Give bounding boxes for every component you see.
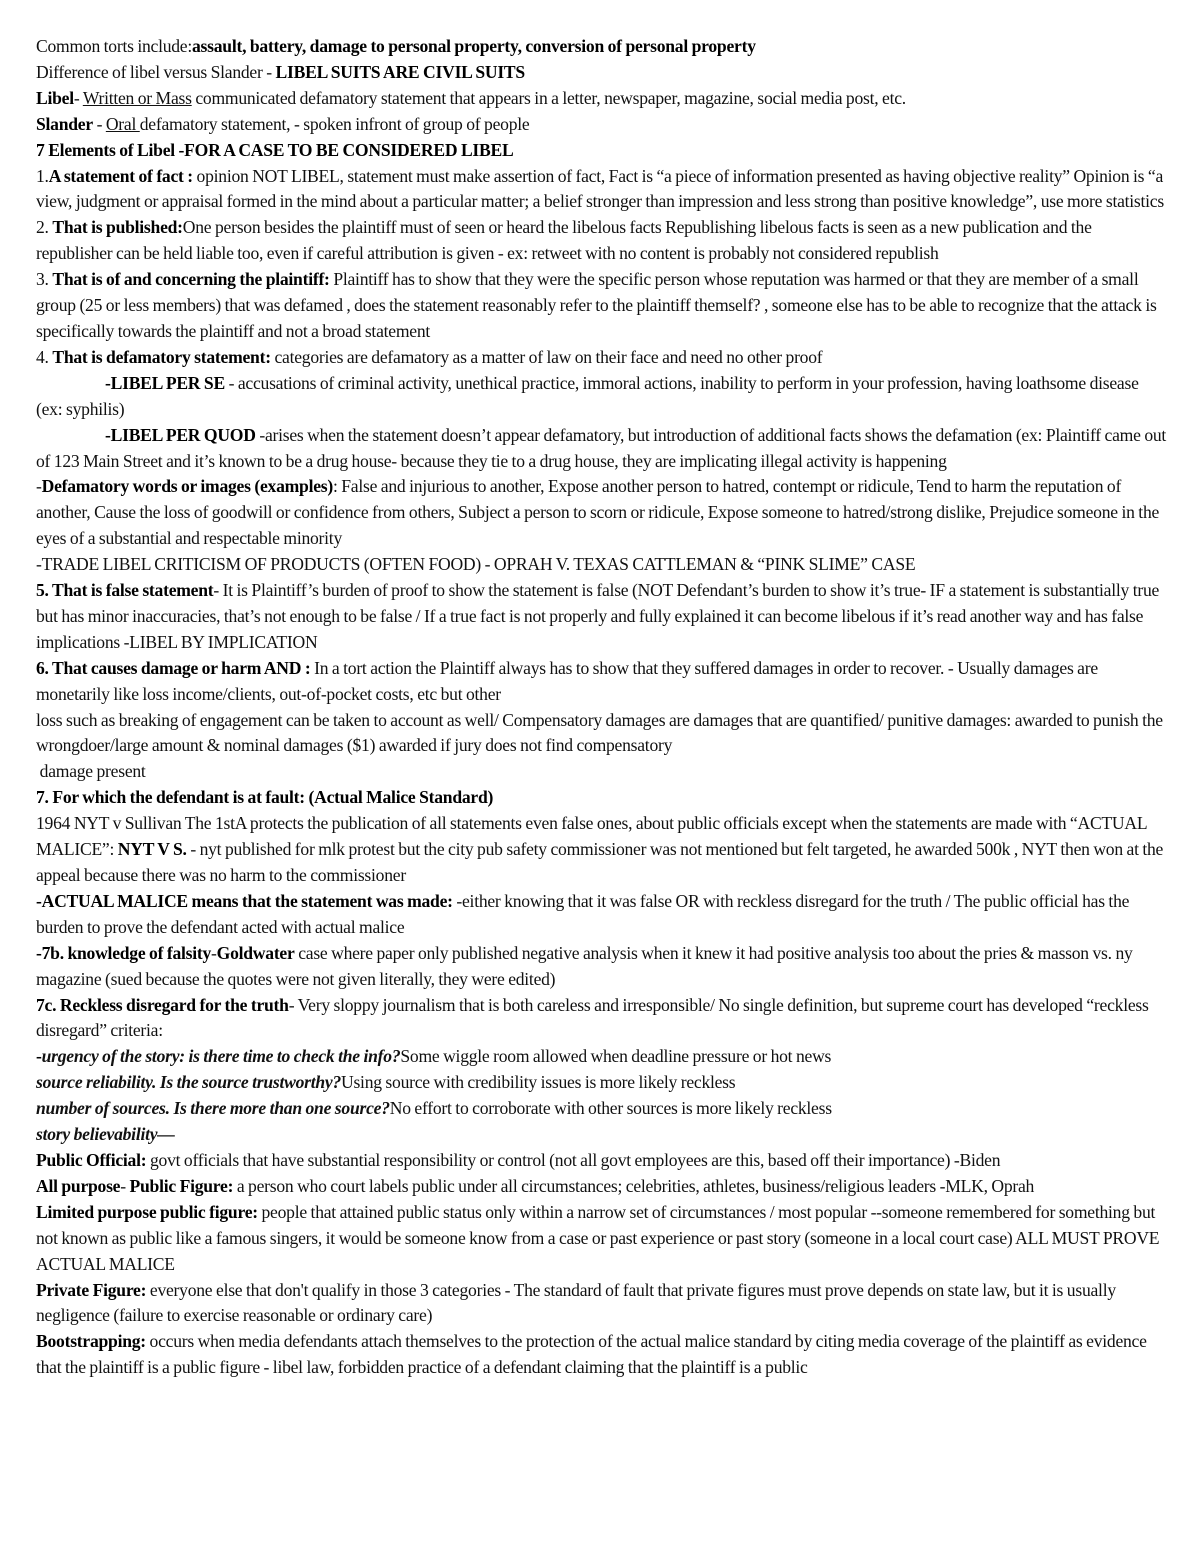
element-5 [36, 578, 1168, 656]
text-segment: communicated defamatory statement that appears in a letter, newspaper, magazine, social media post, etc. [191, 87, 906, 108]
text-segment: - It is Plaintiff’s burden of proof to show the statement is false (NOT Defendant’s burden to show it’s true- IF a statement is substantially true but has minor inaccuracies, that’s not enough to be false / If a true fact is not properly and fully explained it can become libelous if it’s read another way and has false implications -LIBEL BY IMPLICATION [36, 580, 1160, 652]
text-segment: Common torts include: [36, 36, 192, 56]
text-segment: -arises when the statement doesn’t appear defamatory, but introduction of additional facts shows the defamation (ex: Plaintiff came out of 123 Main Street and it’s known to be a drug house- because they tie to a drug house, they are implicating illegal activity is happening [36, 424, 1167, 471]
libel-definition [36, 86, 1168, 112]
bold-text: LIBEL SUITS ARE CIVIL SUITS [275, 61, 525, 82]
element-7b [36, 941, 1168, 993]
text-segment: - [92, 113, 106, 134]
indent-spacer [36, 373, 105, 393]
bold-text: A statement of fact : [48, 165, 193, 186]
bold-text: 6. That causes damage or harm AND : [36, 657, 311, 678]
bold-text: That is defamatory statement: [52, 346, 271, 367]
text-segment: occurs when media defendants attach themselves to the protection of the actual malice standard by citing media coverage of the plaintiff as evidence that the plaintiff is a public figure - libel law, forbidden practice of a defendant claiming that the plaintiff is a public [36, 1331, 1147, 1378]
text-segment: - [120, 1175, 130, 1196]
criteria-number-of-sources [36, 1096, 1168, 1122]
text-segment: 2. [36, 217, 53, 238]
bold-text: -LIBEL PER SE [105, 372, 225, 393]
defamatory-words [36, 474, 1168, 552]
text-segment: 1. [36, 165, 49, 186]
bold-text: Public Figure: [129, 1175, 234, 1196]
text-segment: 4. [36, 346, 53, 367]
bold-text: - [36, 1046, 42, 1067]
nyt-v-sullivan [36, 811, 1168, 889]
bold-text: Libel [36, 87, 74, 108]
bold-text: 7 Elements of Libel -FOR A CASE TO BE CONSIDERED LIBEL [36, 139, 514, 160]
text-segment: - [73, 87, 83, 108]
text-segment: 1964 NYT v Sullivan The 1stA protects the publication of all statements even false ones, about public officials except when the statements are made with “ACTUAL MALICE”: [36, 813, 1147, 860]
text-segment: One person besides the plaintiff must of seen or heard the libelous facts Republishing libelous facts is seen as a new publication and the republisher can be held liable too, even if careful attribution is given - ex: retweet with no content is probably not considered republish [36, 217, 1092, 264]
bold-text: Bootstrapping: [36, 1331, 146, 1352]
text-segment: - [211, 942, 217, 963]
text-segment: - [36, 476, 42, 497]
bold-italic-text: urgency of the story: is there time to check the info? [41, 1046, 401, 1067]
element-2 [36, 215, 1168, 267]
limited-purpose-public-figure [36, 1200, 1168, 1278]
libel-vs-slander-line [36, 60, 1168, 86]
bold-text: Defamatory words or images (examples) [41, 476, 333, 497]
element-6 [36, 656, 1168, 708]
bold-text: That is published: [52, 217, 183, 238]
bold-text: NYT V S. [117, 839, 187, 860]
bold-text: -LIBEL PER QUOD [105, 424, 256, 445]
bold-text: Public Official: [36, 1149, 147, 1170]
text-segment: No effort to corroborate with other sources is more likely reckless [389, 1098, 832, 1119]
public-official [36, 1148, 1168, 1174]
text-segment: a person who court labels public under all circumstances; celebrities, athletes, business/religious leaders -MLK, Oprah [233, 1175, 1035, 1196]
text-segment: 3. [36, 269, 53, 290]
libel-per-quod [36, 423, 1168, 475]
common-torts-line [36, 34, 1168, 60]
bold-italic-text: story believability— [36, 1124, 175, 1145]
seven-elements-heading [36, 138, 1168, 164]
bold-text: Private Figure: [36, 1279, 147, 1300]
text-segment: -either knowing that it was false OR with reckless disregard for the truth / The public official has the burden to prove the defendant acted with actual malice [36, 890, 1130, 937]
text-segment: - Very sloppy journalism that is both careless and irresponsible/ No single definition, but supreme court has developed “reckless disregard” criteria: [36, 994, 1149, 1041]
text-segment: opinion NOT LIBEL, statement must make assertion of fact, Fact is “a piece of information presented as having objective reality” Opinion is “a view, judgment or appraisal formed in the mind about a particular matter; a belief stronger than impression and less strong than positive knowledge”, use more statistics [36, 165, 1164, 212]
bold-text: All purpose [36, 1175, 121, 1196]
element-6-continued: loss such as breaking of engagement can be taken to account as well/ Compensatory damages are damages that are quantified/ punitive damages: awarded to punish the wrongdoer/large amount & nominal damages ($1) awarded if jury does not find compensatory [36, 709, 1163, 756]
all-purpose-public-figure [36, 1174, 1168, 1200]
underlined-text: Written or Mass [82, 87, 192, 108]
text-segment: defamatory statement, - spoken infront of group of people [139, 113, 530, 134]
bold-italic-text: source reliability. Is the source trustworthy? [36, 1072, 341, 1093]
text-segment: - nyt published for mlk protest but the city pub safety commissioner was not mentioned but felt targeted, he awarded 500k , NYT then won at the appeal because there was no harm to the commissioner [36, 839, 1164, 885]
bold-text: Slander [36, 113, 93, 134]
text-segment: people that attained public status only within a narrow set of circumstances / most popular --someone remembered for something but not known as public like a famous singers, it would be someone know from a case or past experience or past story (someone in a local court case) ALL MUST PROVE ACTUAL MALICE [36, 1201, 1160, 1274]
bold-text: 7c. Reckless disregard for the truth [36, 994, 289, 1015]
bold-text: Goldwater [216, 942, 295, 963]
element-7 [36, 785, 1168, 811]
bold-text: assault, battery, damage to personal property, conversion of personal property [192, 36, 756, 56]
bold-text: Limited purpose public figure: [36, 1201, 258, 1222]
libel-per-se [36, 371, 1168, 423]
text-segment: Difference of libel versus Slander - [36, 61, 276, 82]
bold-text: 5. That is false statement [36, 580, 214, 601]
text-segment: Plaintiff has to show that they were the specific person whose reputation was harmed or that they are member of a small group (25 or less members) that was defamed , does the statement reasonably refer to the plaintiff themself? , someone else has to be able to recognize that the attack is specifically towards the plaintiff and not a broad statement [36, 269, 1157, 341]
bold-text: -ACTUAL MALICE means that the statement was made: [36, 890, 453, 911]
bold-text: That is of and concerning the plaintiff: [52, 269, 330, 290]
text-segment: In a tort action the Plaintiff always has to show that they suffered damages in order to recover. - Usually damages are monetarily like loss income/clients, out-of-pocket costs, etc but other [36, 657, 1098, 704]
slander-definition [36, 112, 1168, 138]
criteria-story-believability [36, 1122, 1168, 1148]
element-1 [36, 164, 1168, 216]
criteria-urgency [36, 1044, 1168, 1070]
text-segment: - accusations of criminal activity, unethical practice, immoral actions, inability to perform in your profession, having loathsome disease (ex: syphilis) [36, 372, 1139, 419]
bold-text: -7b. knowledge of falsity [36, 942, 212, 963]
element-7c [36, 993, 1168, 1045]
text-segment: Some wiggle room allowed when deadline pressure or hot news [400, 1046, 832, 1067]
bold-text: 7. For which the defendant is at fault: (Actual Malice Standard) [36, 787, 494, 808]
actual-malice-definition [36, 889, 1168, 941]
text-segment: case where paper only published negative analysis when it knew it had positive analysis too about the pries & masson vs. ny magazine (sued because the quotes were not given literally, they were edited) [36, 942, 1133, 989]
trade-libel: -TRADE LIBEL CRITICISM OF PRODUCTS (OFTEN FOOD) - OPRAH V. TEXAS CATTLEMAN & “PINK SLIME” CASE [36, 554, 916, 575]
text-segment: categories are defamatory as a matter of law on their face and need no other proof [270, 346, 823, 367]
element-6-end: damage present [36, 761, 146, 782]
element-4 [36, 345, 1168, 371]
criteria-source-reliability [36, 1070, 1168, 1096]
underlined-text: Oral [105, 113, 140, 134]
indent-spacer [36, 425, 105, 445]
element-3 [36, 267, 1168, 345]
text-segment: govt officials that have substantial responsibility or control (not all govt employees are this, based off their importance) -Biden [146, 1149, 1001, 1170]
bold-italic-text: number of sources. Is there more than one source? [36, 1098, 390, 1119]
text-segment: : False and injurious to another, Expose another person to hatred, contempt or ridicule, Tend to harm the reputation of another, Cause the loss of goodwill or confidence from others, Subject a person to scorn or ridicule, Expose someone to hatred/strong dislike, Prejudice someone in the eyes of a substantial and respectable minority [36, 476, 1160, 549]
text-segment: Using source with credibility issues is more likely reckless [341, 1072, 736, 1093]
document-page [36, 34, 1168, 1381]
private-figure [36, 1278, 1168, 1330]
bootstrapping [36, 1329, 1168, 1381]
text-segment: everyone else that don't qualify in those 3 categories - The standard of fault that private figures must prove depends on state law, but it is usually negligence (failure to exercise reasonable or ordinary care) [36, 1279, 1116, 1326]
